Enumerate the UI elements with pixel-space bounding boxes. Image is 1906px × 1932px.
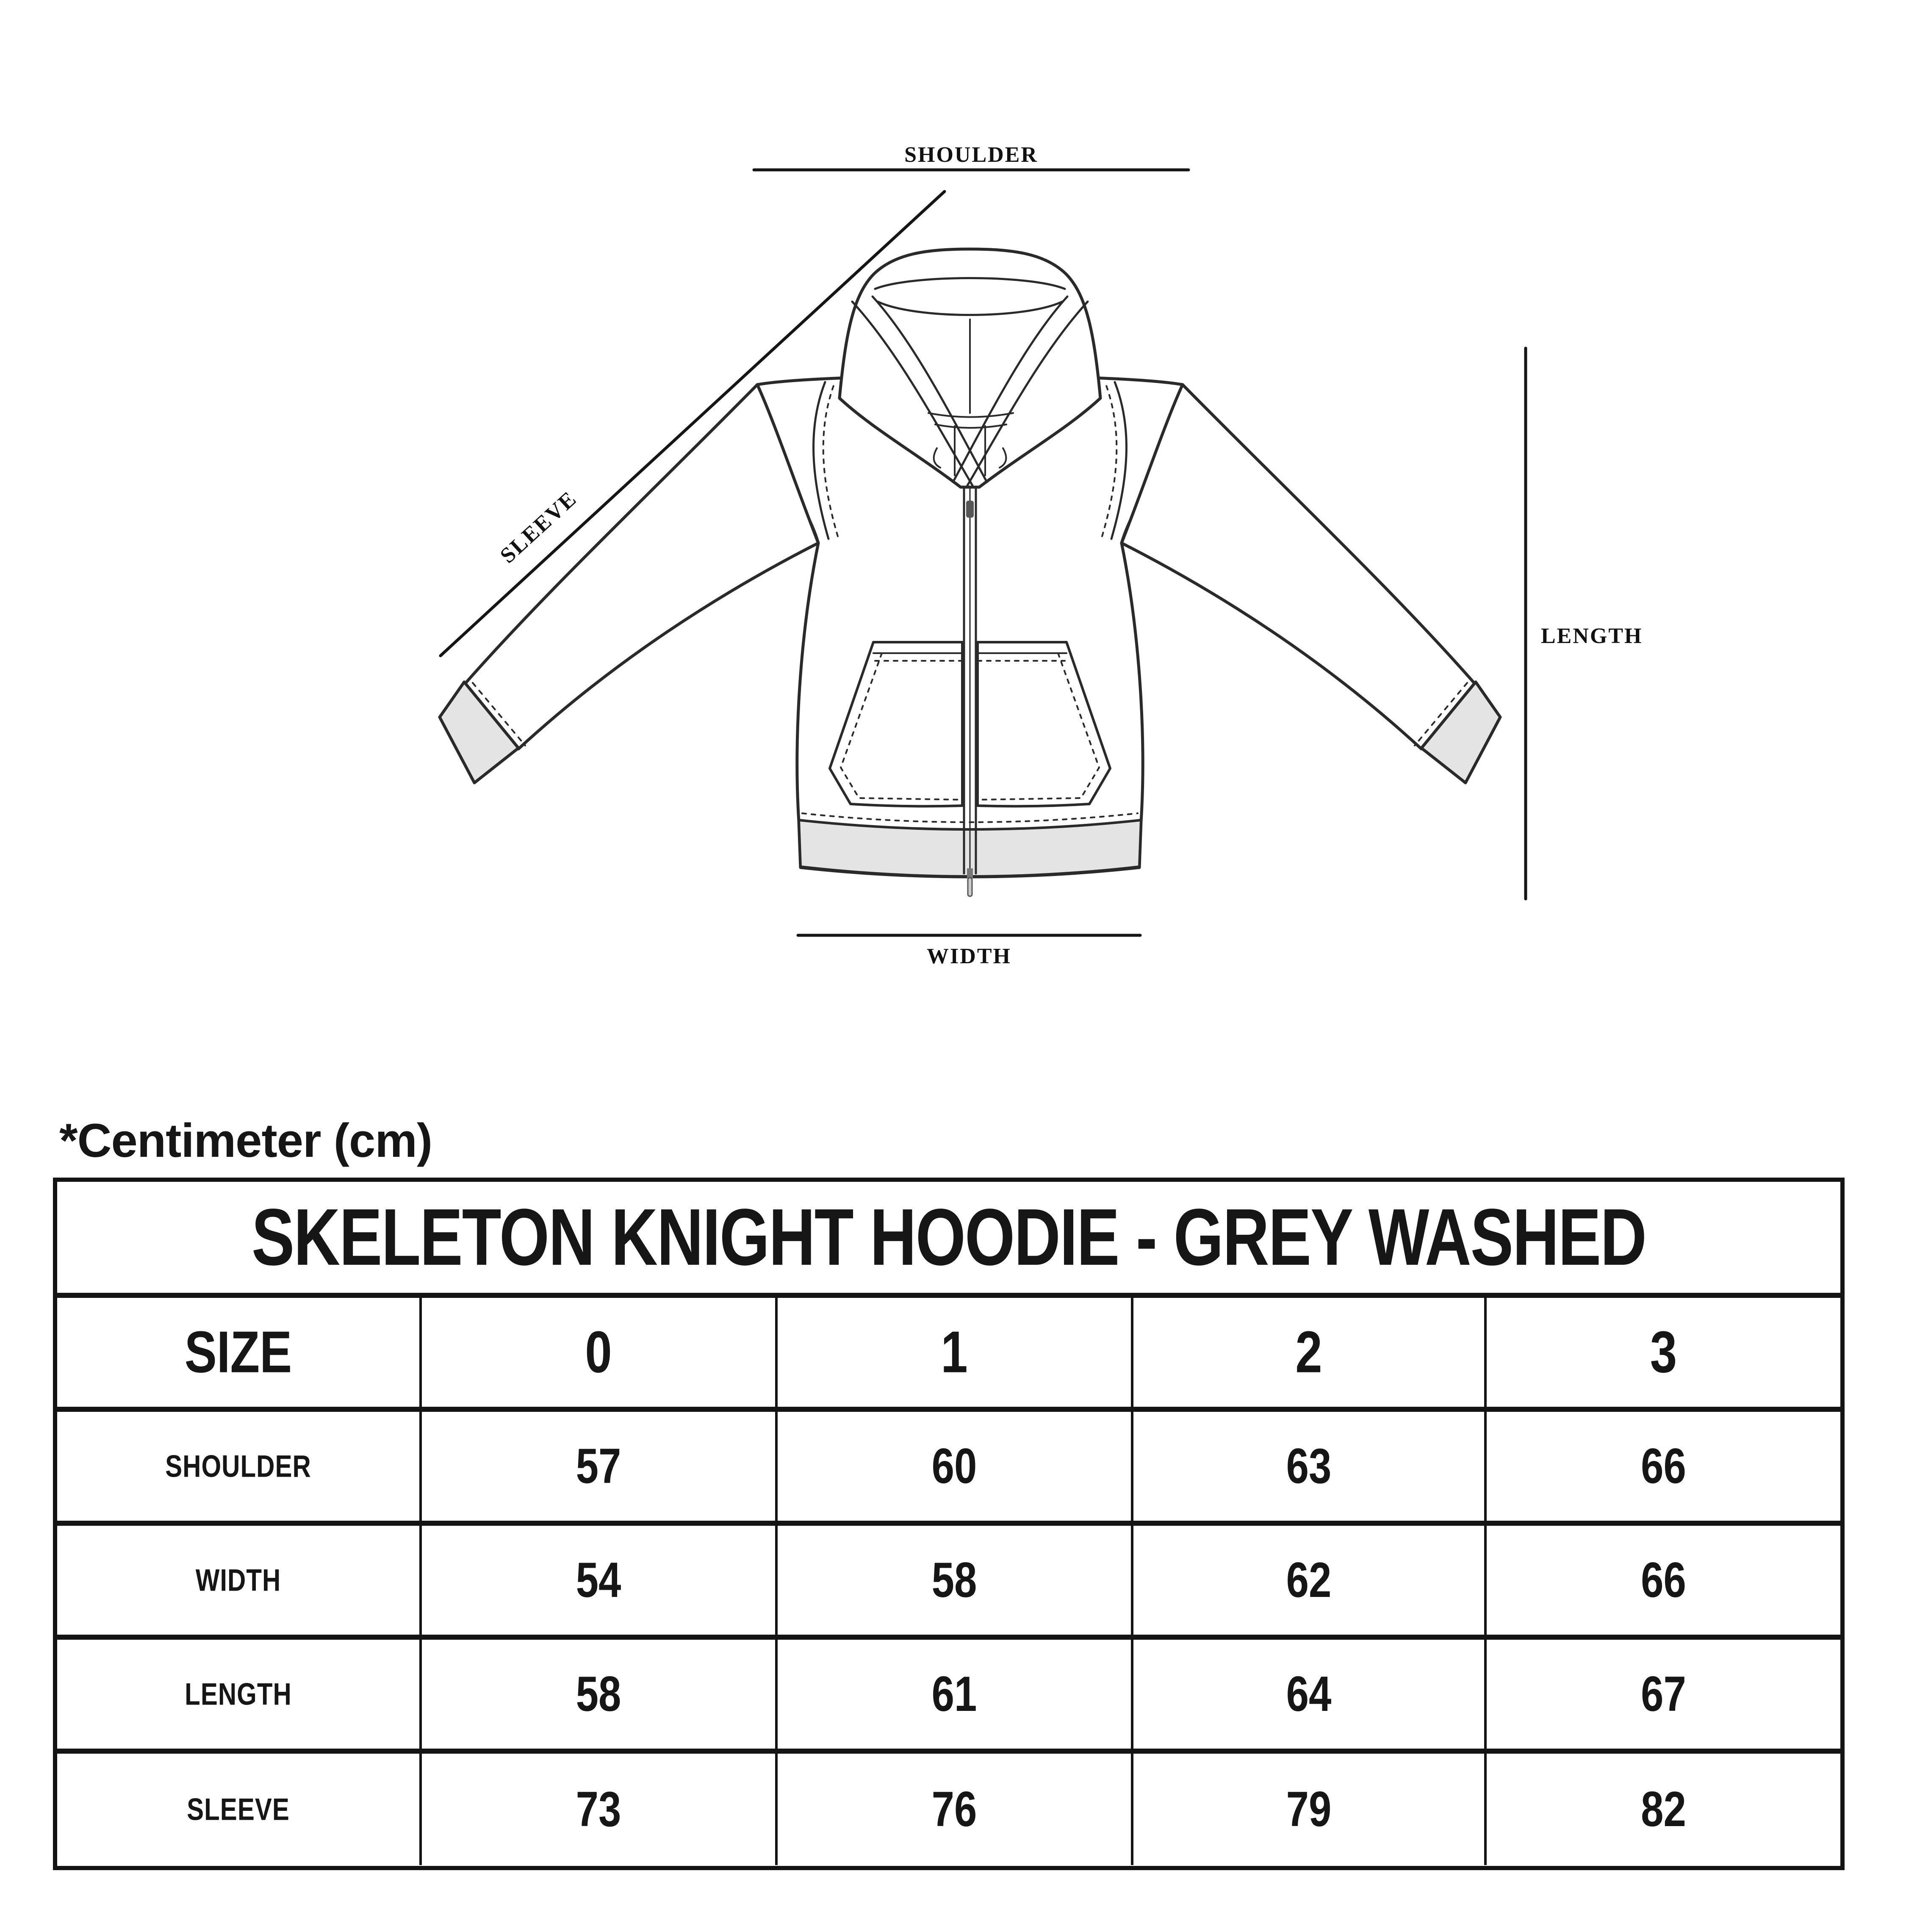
zipper-pull	[968, 878, 972, 896]
header-size-1-cell: 1	[775, 1298, 1131, 1407]
value-cell: 66	[1484, 1526, 1840, 1635]
value-cell: 57	[419, 1412, 775, 1521]
value-cell: 73	[419, 1754, 775, 1865]
row-label-cell: SHOULDER	[165, 1449, 311, 1484]
table-title-row	[57, 1182, 1840, 1293]
unit-note: *Centimeter (cm)	[59, 1114, 432, 1167]
value-cell: 62	[1131, 1526, 1484, 1635]
table-row-length	[57, 1635, 1840, 1749]
size-table	[53, 1178, 1845, 1870]
value-cell: 67	[1484, 1640, 1840, 1749]
value-cell: 82	[1484, 1754, 1840, 1865]
value-cell: 76	[775, 1754, 1131, 1865]
header-size-0-cell: 0	[419, 1298, 775, 1407]
row-label-cell: SLEEVE	[187, 1792, 290, 1827]
value-cell: 60	[775, 1412, 1131, 1521]
value-cell: 58	[775, 1526, 1131, 1635]
width-measure-label: WIDTH	[927, 944, 1011, 968]
value-cell: 66	[1484, 1412, 1840, 1521]
right-sleeve	[1122, 385, 1500, 783]
value-cell: 54	[419, 1526, 775, 1635]
table-row-sleeve	[57, 1749, 1840, 1865]
value-cell: 79	[1131, 1754, 1484, 1865]
shoulder-measure-label: SHOULDER	[904, 143, 1038, 167]
value-cell: 63	[1131, 1412, 1484, 1521]
value-cell: 61	[775, 1640, 1131, 1749]
sleeve-measure-label: SLEEVE	[496, 486, 582, 568]
zipper-stop	[967, 868, 973, 879]
table-header-row	[57, 1293, 1840, 1407]
row-label-cell: WIDTH	[195, 1563, 281, 1598]
header-size-cell: SIZE	[184, 1319, 292, 1385]
row-label-cell: LENGTH	[185, 1677, 292, 1712]
left-sleeve	[440, 385, 818, 783]
header-size-3-cell: 3	[1484, 1298, 1840, 1407]
value-cell: 58	[419, 1640, 775, 1749]
length-measure-label: LENGTH	[1541, 624, 1643, 648]
value-cell: 64	[1131, 1640, 1484, 1749]
header-size-2-cell: 2	[1131, 1298, 1484, 1407]
zipper-slider	[966, 501, 974, 518]
table-row-width	[57, 1521, 1840, 1635]
table-title: SKELETON KNIGHT HOODIE - GREY WASHED	[251, 1192, 1646, 1282]
table-row-shoulder	[57, 1407, 1840, 1521]
